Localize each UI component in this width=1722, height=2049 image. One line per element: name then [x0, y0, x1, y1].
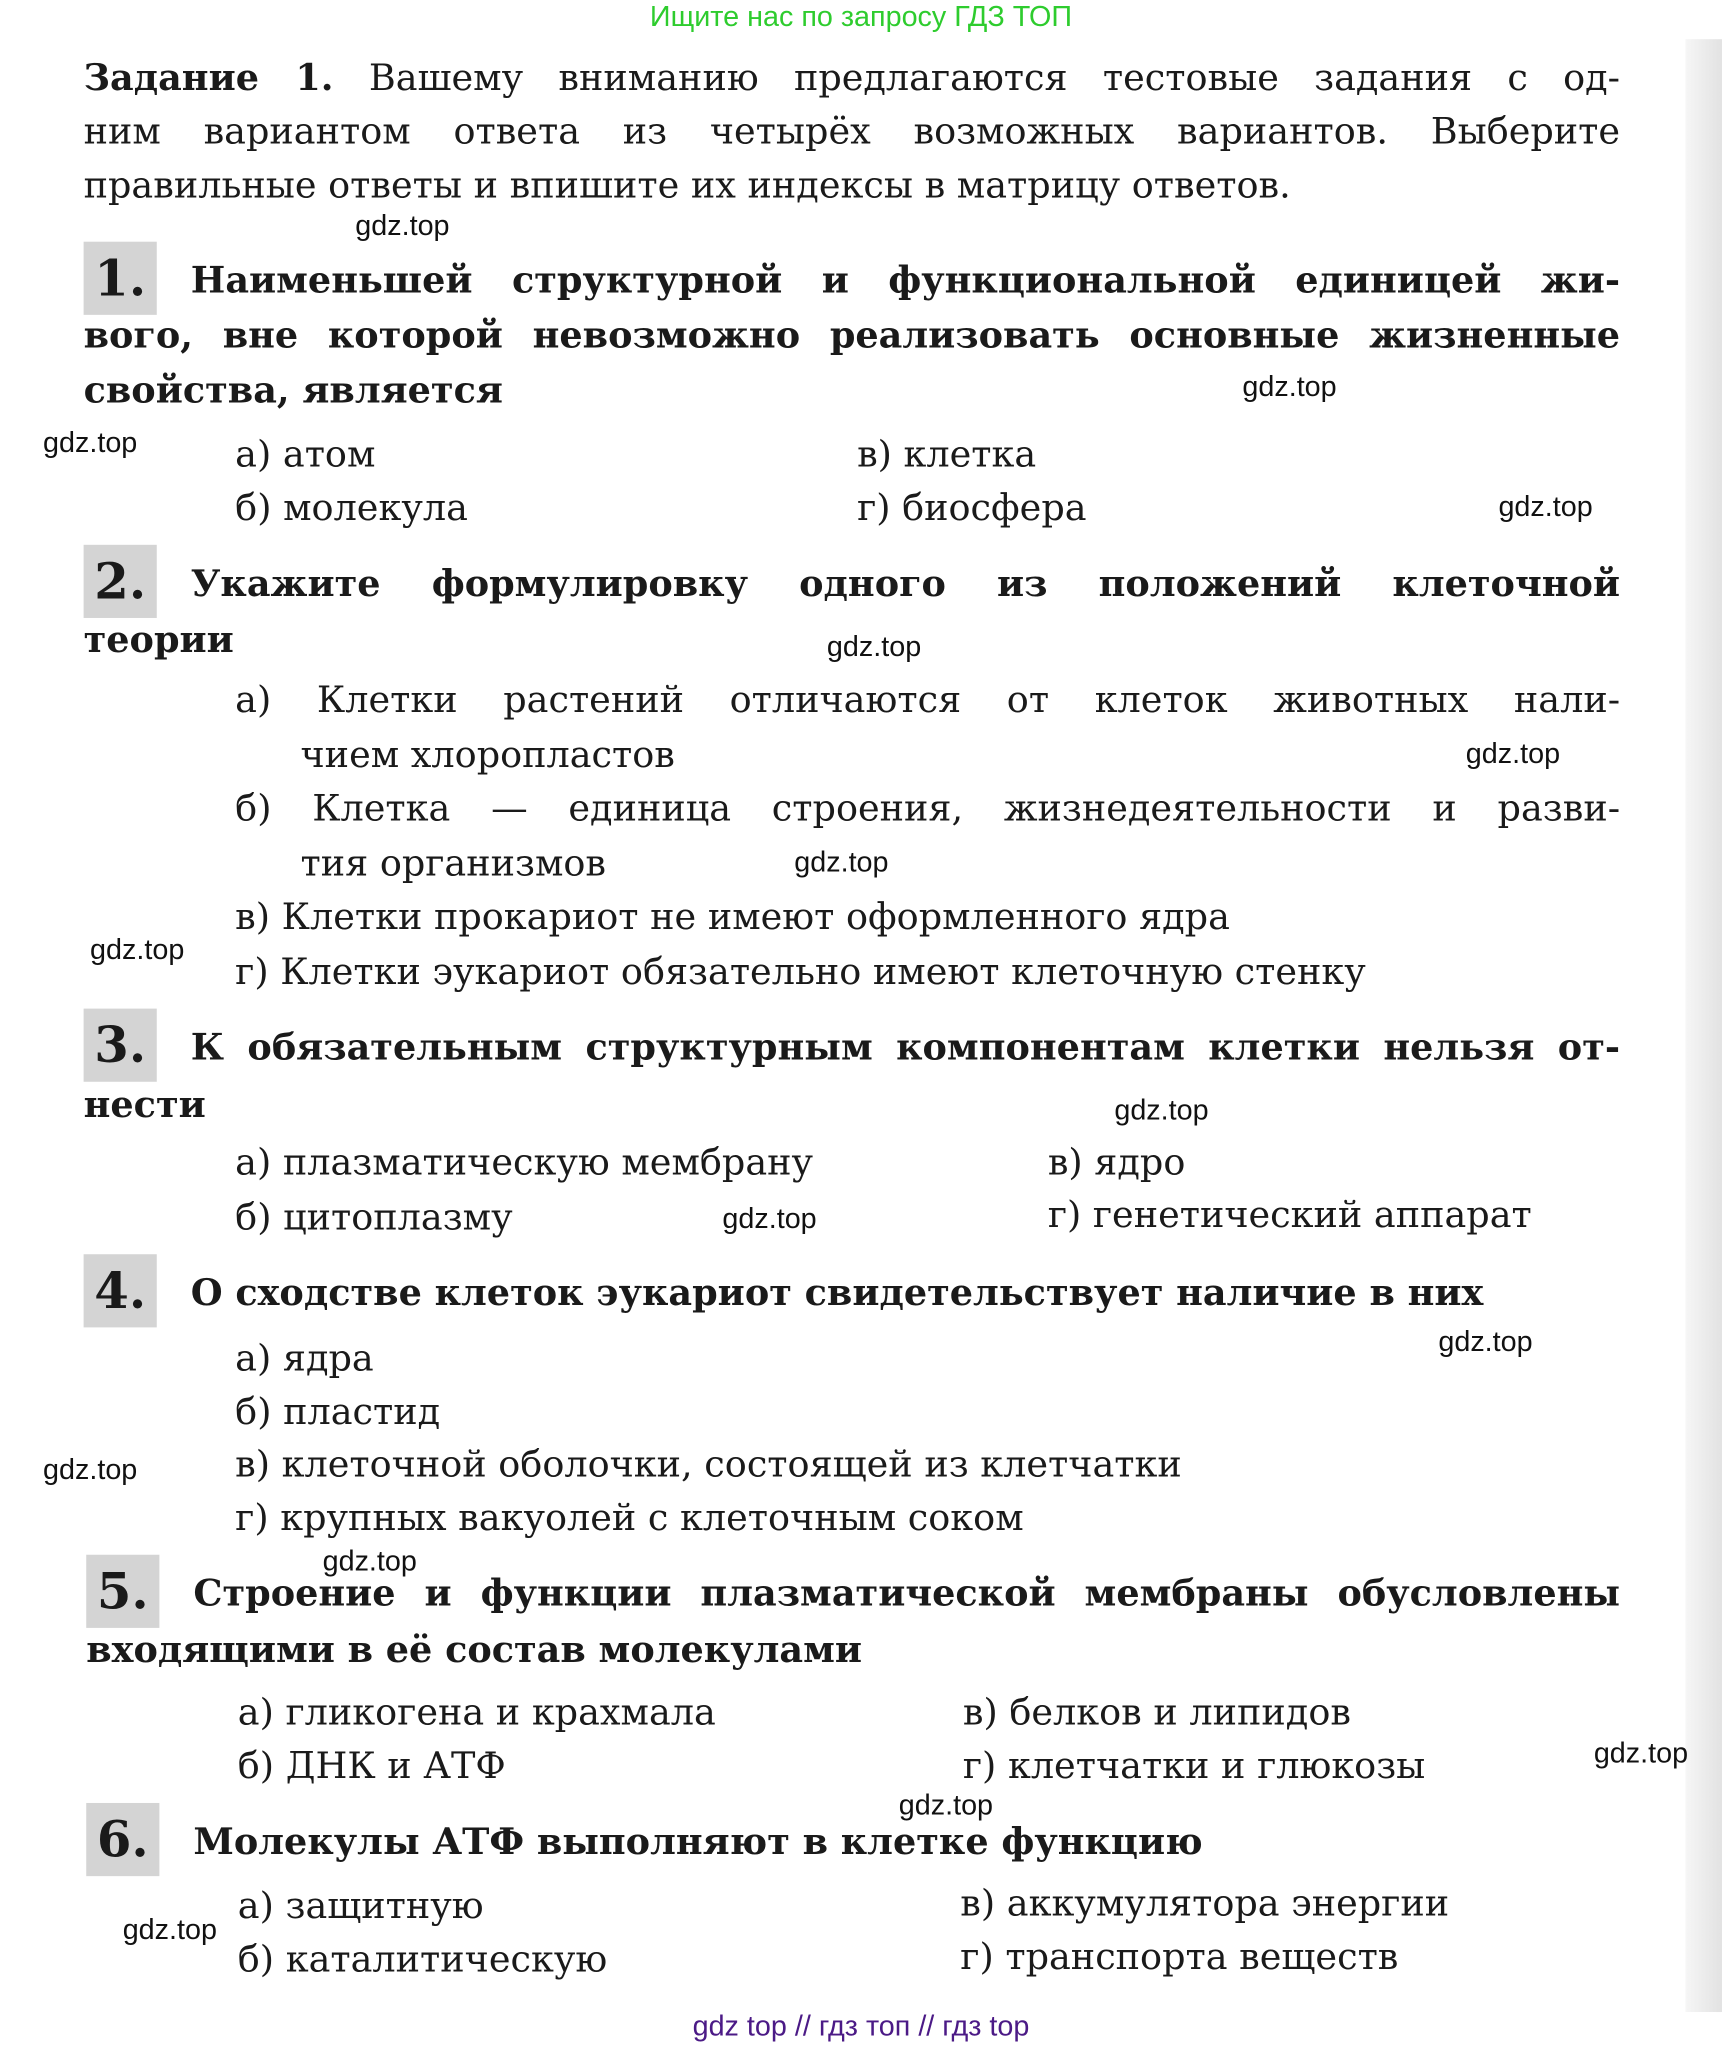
question-text: вого, вне которой невозможно реализовать основные жизненные: [83, 313, 1621, 357]
option: в) клеточной оболочки, состоящей из клетчатки: [235, 1442, 1182, 1486]
watermark: gdz.top: [90, 932, 185, 966]
question-text: Укажите формулировку одного из положений клеточной: [190, 561, 1621, 605]
option: а) атом: [235, 432, 376, 476]
question-text: К обязательным структурным компонентам клетки нельзя от-: [190, 1025, 1621, 1069]
watermark: gdz.top: [43, 425, 138, 459]
option: а) гликогена и крахмала: [237, 1690, 716, 1734]
option: г) клетчатки и глюкозы: [962, 1744, 1426, 1788]
watermark: gdz.top: [722, 1201, 817, 1235]
question-text: теории: [83, 617, 234, 662]
footer-links[interactable]: gdz top // гдз топ // гдз top: [692, 2009, 1030, 2043]
option: а) защитную: [237, 1883, 484, 1928]
question-text: Строение и функции плазматической мембраны обусловлены: [193, 1571, 1621, 1615]
option: г) биосфера: [857, 486, 1087, 530]
watermark: gdz.top: [122, 1912, 217, 1946]
watermark: gdz.top: [898, 1788, 994, 1822]
option: чием хлоропластов: [300, 732, 675, 777]
option: а) плазматическую мембрану: [235, 1140, 814, 1184]
question-number: 6.: [86, 1803, 159, 1876]
watermark: gdz.top: [1593, 1736, 1689, 1770]
watermark: gdz.top: [1465, 736, 1561, 770]
intro-line: правильные ответы и впишите их индексы в матрицу ответов.: [83, 163, 1291, 207]
option: в) аккумулятора энергии: [960, 1881, 1450, 1925]
option: в) Клетки прокариот не имеют оформленного ядра: [235, 894, 1230, 939]
question-text: О сходстве клеток эукариот свидетельствует наличие в них: [190, 1271, 1484, 1315]
question-number: 5.: [86, 1555, 159, 1628]
page-edge-shadow: [1685, 39, 1722, 2012]
option: в) клетка: [857, 432, 1037, 476]
watermark: gdz.top: [1498, 489, 1593, 523]
question-text: Наименьшей структурной и функциональной единицей жи-: [190, 258, 1621, 302]
option: г) транспорта веществ: [960, 1934, 1399, 1979]
question-text: Молекулы АТФ выполняют в клетке функцию: [193, 1819, 1203, 1864]
option: б) ДНК и АТФ: [237, 1744, 506, 1788]
watermark: gdz.top: [43, 1452, 138, 1486]
watermark: gdz.top: [322, 1544, 417, 1577]
option: а) Клетки растений отличаются от клеток животных нали-: [235, 678, 1621, 722]
intro-text: Вашему вниманию предлагаются тестовые задания с од-: [333, 56, 1621, 100]
option: в) белков и липидов: [962, 1690, 1351, 1734]
question-number: 1.: [84, 242, 157, 315]
option: г) Клетки эукариот обязательно имеют клеточную стенку: [235, 949, 1366, 993]
watermark: gdz.top: [794, 845, 889, 878]
option: б) Клетка — единица строения, жизнедеятельности и разви-: [235, 786, 1621, 830]
watermark: gdz.top: [826, 629, 922, 663]
watermark: gdz.top: [1114, 1093, 1209, 1127]
option: б) пластид: [235, 1390, 441, 1434]
header-banner[interactable]: Ищите нас по запросу ГДЗ ТОП: [649, 0, 1073, 33]
option: б) молекула: [235, 486, 468, 530]
watermark: gdz.top: [355, 209, 450, 242]
option: г) крупных вакуолей с клеточным соком: [235, 1495, 1024, 1540]
question-text: входящими в её состав молекулами: [86, 1627, 863, 1672]
question-number: 3.: [84, 1009, 157, 1082]
intro-line: [84, 55, 1620, 102]
question-number: 2.: [84, 545, 157, 618]
question-text: свойства, является: [83, 368, 503, 412]
option: в) ядро: [1047, 1140, 1186, 1184]
watermark: gdz.top: [1438, 1324, 1533, 1358]
question-text: нести: [83, 1083, 206, 1127]
option: тия организмов: [300, 841, 607, 885]
watermark: gdz.top: [1242, 369, 1337, 403]
intro-line: ним вариантом ответа из четырёх возможных вариантов. Выберите: [83, 109, 1621, 153]
option: г) генетический аппарат: [1047, 1192, 1532, 1236]
option: б) цитоплазму: [235, 1195, 513, 1239]
question-number: 4.: [84, 1254, 157, 1327]
task-label: Задание 1.: [83, 56, 334, 100]
option: а) ядра: [235, 1336, 374, 1380]
option: б) каталитическую: [237, 1937, 608, 1981]
